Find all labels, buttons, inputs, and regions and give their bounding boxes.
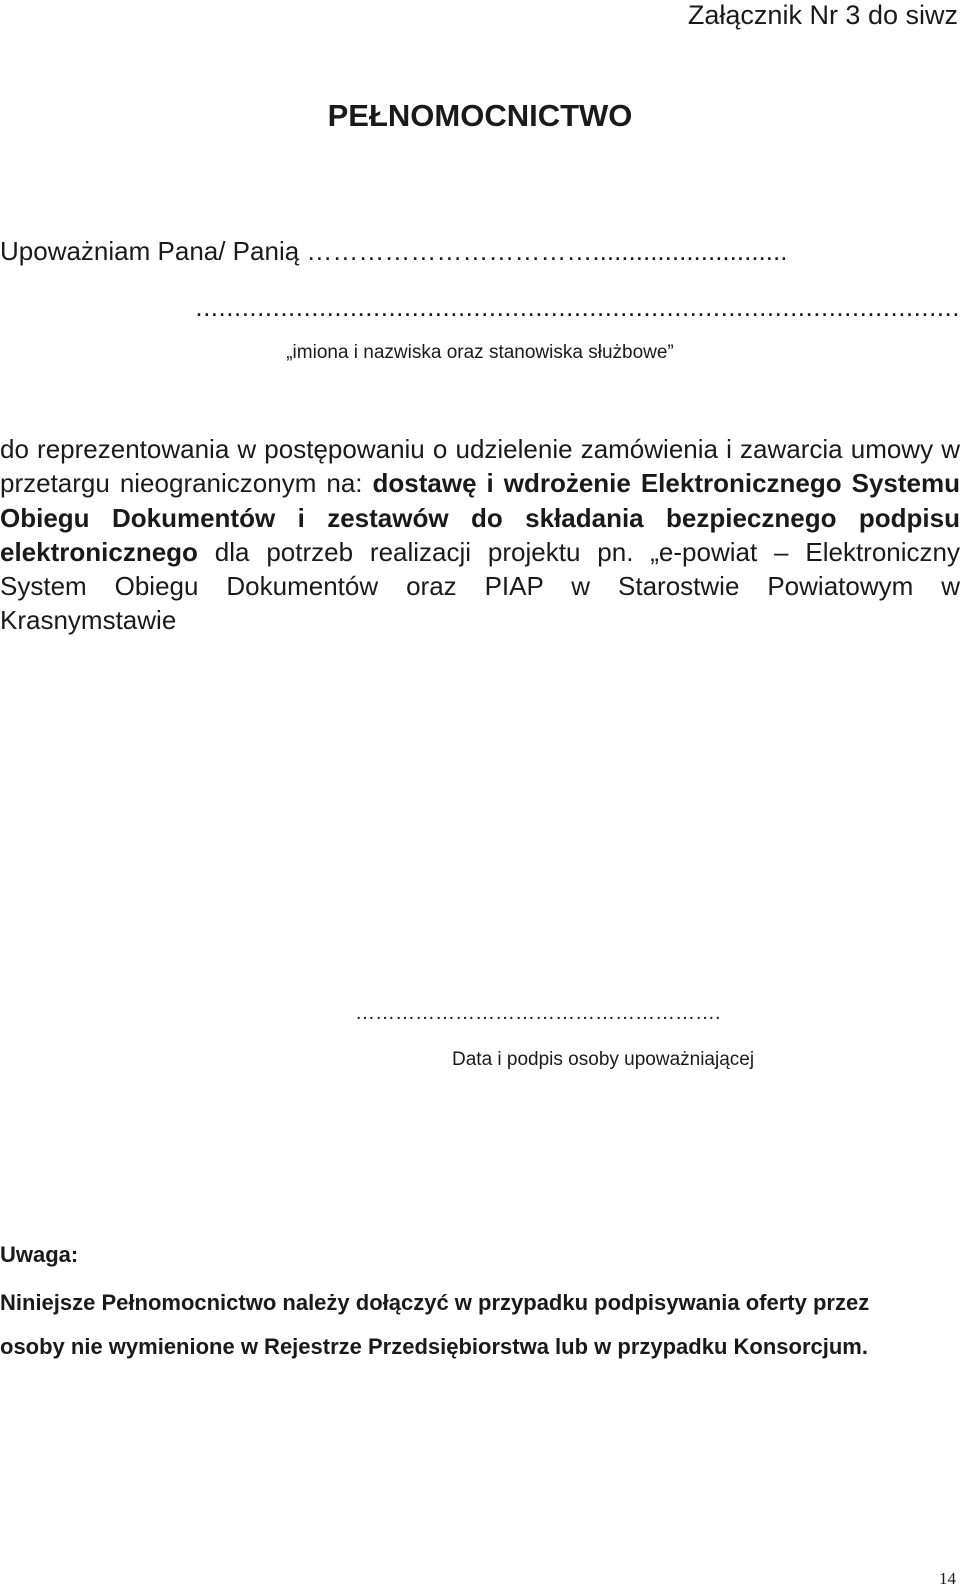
note-text: Niniejsze Pełnomocnictwo należy dołączyć w przypadku podpisywania oferty przez osoby nie wymienione w Rejestrze Przedsiębiorstwa lub w przypadku Konsorcjum. — [0, 1290, 870, 1359]
authorization-body — [0, 432, 960, 638]
names-fill-line: ................................................................................................... — [195, 292, 960, 322]
annex-label: Załącznik Nr 3 do siwz — [687, 0, 958, 30]
body-text-part2: dla potrzeb realizacji projektu pn. „e-powiat – Elektroniczny System Obiegu Dokumentów oraz PIAP w Starostwie Powiatowym w Krasnymstawie — [0, 536, 960, 636]
body-text-bold: dostawę i wdrożenie Elektronicznego Systemu Obiegu Dokumentów i zestawów do składania bezpiecznego podpisu elektronicznego — [0, 468, 960, 567]
authorize-dots: ……………………………........................... — [299, 236, 788, 266]
body-text-part1: do reprezentowania w postępowaniu o udzielenie zamówienia i zawarcia umowy w przetargu nieograniczonym na: — [0, 434, 960, 499]
authorize-prefix: Upoważniam Pana/ Panią — [0, 236, 300, 266]
signature-line: ………………………………………………. — [355, 1002, 721, 1024]
authorize-line — [0, 236, 960, 266]
page-number: 14 — [939, 1569, 956, 1588]
names-caption: „imiona i nazwiska oraz stanowiska służbowe” — [286, 342, 674, 363]
signature-caption: Data i podpis osoby upoważniającej — [452, 1049, 755, 1070]
note-label: Uwaga: — [0, 1242, 79, 1267]
document-title: PEŁNOMOCNICTWO — [327, 98, 633, 133]
